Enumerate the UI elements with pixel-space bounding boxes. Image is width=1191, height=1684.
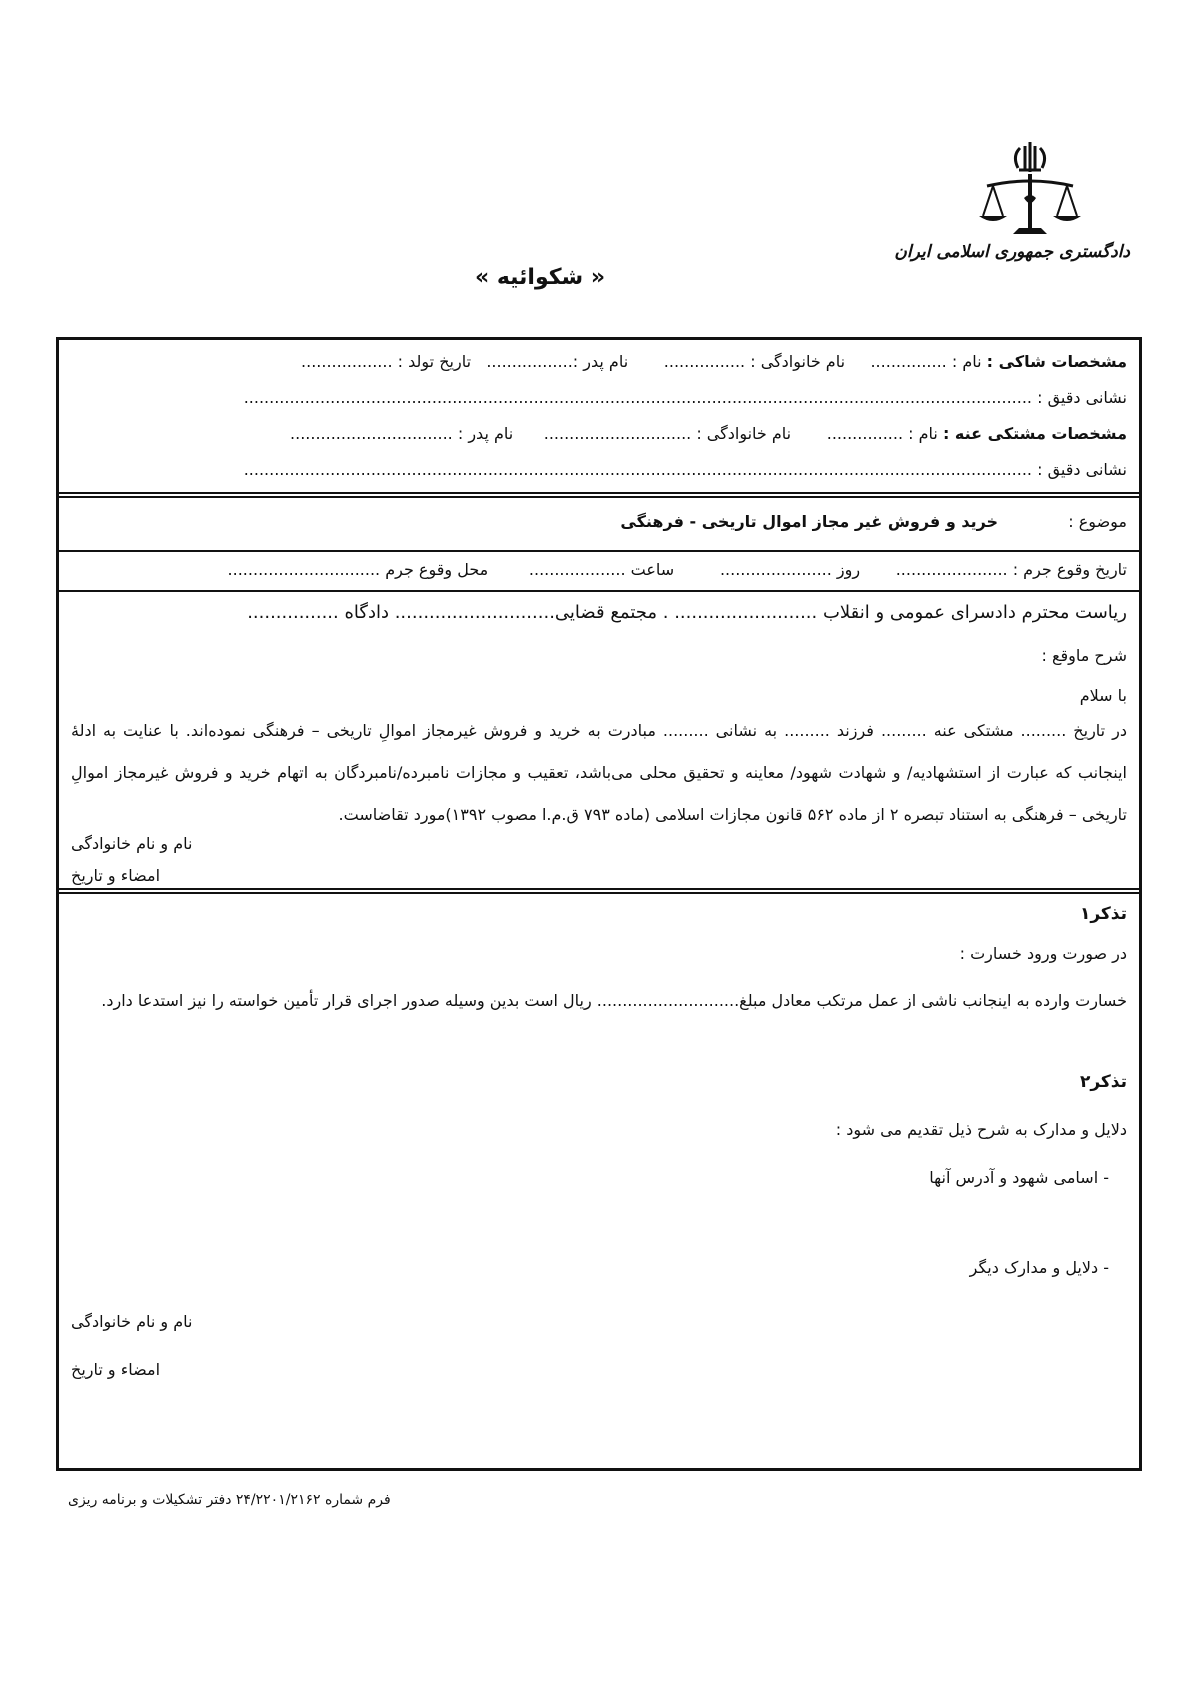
complainant-birth-field[interactable]: تاریخ تولد : .................. bbox=[301, 352, 472, 371]
notes-section bbox=[59, 892, 1139, 1474]
notes-signature-date bbox=[71, 1360, 1127, 1379]
description-paragraph: در تاریخ ......... مشتکی عنه ......... فرزند ......... به نشانی ......... مبادرت به خرید و فروش غیرمجاز اموالِ تاریخی – فرهنگی نموده‌اند. با عنایت به ادلهٔ اینجانب که عبارت از استشهادیه/ و شهادت شهود/ معاینه و تحقیق محلی می‌باشد، تعقیب و مجازات نامبرده/نامبردگان به اتهام خرید و فروش غیرمجاز اموالِ تاریخی – فرهنگی به استناد تبصره ۲ از ماده ۵۶۲ قانون مجازات اسلامی (ماده ۷۹۳ ق.م.ا مصوب ۱۳۹۲)مورد تقاضاست. bbox=[71, 721, 1127, 824]
incident-row bbox=[71, 560, 1127, 579]
subject-value: خرید و فروش غیر مجاز اموال تاریخی - فرهنگی bbox=[620, 512, 999, 531]
note1-intro: در صورت ورود خسارت : bbox=[959, 944, 1127, 963]
complaint-form bbox=[56, 337, 1142, 1471]
accused-father-field[interactable]: نام پدر : ................................ bbox=[290, 424, 514, 443]
subject-section bbox=[59, 496, 1139, 552]
accused-row bbox=[71, 424, 1127, 443]
iran-judiciary-emblem-icon bbox=[975, 140, 1085, 240]
judiciary-logo bbox=[894, 140, 1130, 300]
complainant-label: مشخصات شاکی : bbox=[986, 352, 1127, 371]
subject-label: موضوع : bbox=[1068, 512, 1127, 531]
incident-place-field[interactable]: محل وقوع جرم .............................. bbox=[227, 560, 489, 579]
complainant-father-field[interactable]: نام پدر :................. bbox=[486, 352, 629, 371]
incident-date-field[interactable]: تاریخ وقوع جرم : ...................... bbox=[895, 560, 1127, 579]
note2-title: تذکر۲ bbox=[1079, 1072, 1127, 1092]
complainant-row bbox=[71, 352, 1127, 371]
accused-label: مشخصات مشتکی عنه : bbox=[942, 424, 1127, 443]
body-section bbox=[59, 592, 1139, 890]
notes-signature-name bbox=[71, 1312, 1127, 1331]
notes-signature-date-text: امضاء و تاریخ bbox=[71, 1360, 161, 1379]
note1-text: خسارت وارده به اینجانب ناشی از عمل مرتکب معادل مبلغ............................ ریال است بدین وسیله صدور اجرای قرار تأمین خواسته را نیز استدعا دارد. bbox=[101, 991, 1127, 1010]
greeting: با سلام bbox=[1079, 686, 1127, 705]
form-number-footer: فرم شماره ۲۴/۲۲۰۱/۲۱۶۲ دفتر تشکیلات و برنامه ریزی bbox=[68, 1492, 391, 1508]
note1-title: تذکر۱ bbox=[1079, 904, 1127, 924]
incident-day-field[interactable]: روز ...................... bbox=[719, 560, 861, 579]
accused-family-field[interactable]: نام خانوادگی : ............................. bbox=[543, 424, 792, 443]
notes-signature-name-text: نام و نام خانوادگی bbox=[71, 1312, 193, 1331]
complainant-name-field[interactable]: نام : ............... bbox=[870, 352, 982, 371]
accused-address-field[interactable]: نشانی دقیق : ........................................................................................................................................................... bbox=[243, 460, 1127, 479]
body-signature-name-text: نام و نام خانوادگی bbox=[71, 834, 193, 853]
body-signature-date-text: امضاء و تاریخ bbox=[71, 866, 161, 885]
incident-time-field[interactable]: ساعت ................... bbox=[528, 560, 675, 579]
evidence-item-witnesses: - اسامی شهود و آدرس آنها bbox=[929, 1168, 1109, 1187]
description-label: شرح ماوقع : bbox=[1041, 646, 1127, 665]
complainant-family-field[interactable]: نام خانوادگی : ................ bbox=[663, 352, 846, 371]
addressee-line[interactable]: ریاست محترم دادسرای عمومی و انقلاب ......................... . مجتمع قضایی............................ دادگاه ................ bbox=[247, 602, 1127, 623]
parties-section bbox=[59, 340, 1139, 494]
page-title: « شکوائیه » bbox=[474, 265, 606, 290]
note2-intro: دلایل و مدارک به شرح ذیل تقدیم می شود : bbox=[835, 1120, 1127, 1139]
subject-row bbox=[71, 512, 1127, 531]
complainant-address-field[interactable]: نشانی دقیق : ........................................................................................................................................................... bbox=[243, 388, 1127, 407]
incident-section bbox=[59, 550, 1139, 592]
accused-name-field[interactable]: نام : ............... bbox=[826, 424, 938, 443]
body-signature-name bbox=[71, 834, 1127, 853]
evidence-item-other: - دلایل و مدارک دیگر bbox=[969, 1258, 1109, 1277]
body-signature-date bbox=[71, 866, 1127, 885]
organization-name: دادگستری جمهوری اسلامی ایران bbox=[894, 242, 1130, 262]
